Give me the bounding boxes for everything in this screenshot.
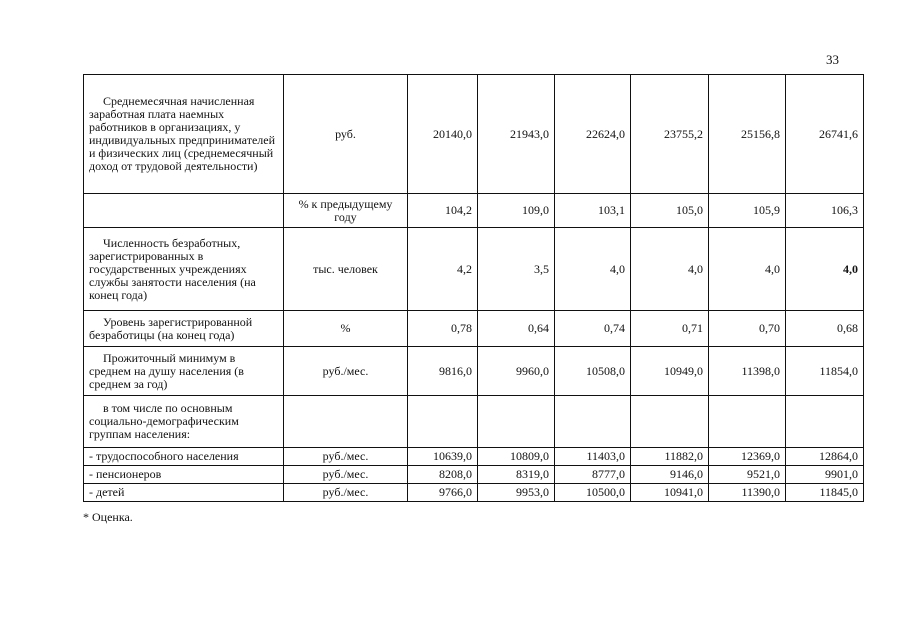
row-unit: руб./мес. xyxy=(284,466,408,484)
table-cell: 11403,0 xyxy=(555,448,631,466)
table-row xyxy=(84,311,864,347)
table-cell: 9960,0 xyxy=(478,347,555,396)
table-cell: 105,9 xyxy=(709,194,786,228)
table-cell: 20140,0 xyxy=(408,75,478,194)
table-cell: 10941,0 xyxy=(631,484,709,502)
table-cell: 10500,0 xyxy=(555,484,631,502)
table-row xyxy=(84,466,864,484)
table-cell: 26741,6 xyxy=(786,75,864,194)
table-cell: 8208,0 xyxy=(408,466,478,484)
table-cell: 8777,0 xyxy=(555,466,631,484)
table-cell: 9521,0 xyxy=(709,466,786,484)
row-label: Среднемесячная начисленная заработная плата наемных работников в организациях, у индивидуальных предпринимателей и физических лиц (среднемесячный доход от трудовой деятельности) xyxy=(84,75,284,194)
table-cell: 25156,8 xyxy=(709,75,786,194)
table-cell: 8319,0 xyxy=(478,466,555,484)
row-label: в том числе по основным социально-демографическим группам населения: xyxy=(84,396,284,448)
table-cell: 9953,0 xyxy=(478,484,555,502)
table-row xyxy=(84,484,864,502)
row-label: - пенсионеров xyxy=(84,466,284,484)
row-label: - детей xyxy=(84,484,284,502)
table-cell xyxy=(631,396,709,448)
statistics-table xyxy=(83,74,864,502)
table-cell: 9901,0 xyxy=(786,466,864,484)
row-unit: % xyxy=(284,311,408,347)
table-cell xyxy=(478,396,555,448)
row-unit: % к предыдущему году xyxy=(284,194,408,228)
row-label: - трудоспособного населения xyxy=(84,448,284,466)
table-cell: 4,0 xyxy=(709,228,786,311)
table-row xyxy=(84,228,864,311)
table-cell: 0,64 xyxy=(478,311,555,347)
table-cell: 106,3 xyxy=(786,194,864,228)
table-row xyxy=(84,347,864,396)
table-cell: 105,0 xyxy=(631,194,709,228)
table-cell xyxy=(786,396,864,448)
table-cell: 11390,0 xyxy=(709,484,786,502)
table-cell: 9816,0 xyxy=(408,347,478,396)
table-row xyxy=(84,396,864,448)
row-label: Уровень зарегистрированной безработицы (на конец года) xyxy=(84,311,284,347)
row-unit: руб./мес. xyxy=(284,448,408,466)
table-cell: 0,74 xyxy=(555,311,631,347)
row-label: Прожиточный минимум в среднем на душу населения (в среднем за год) xyxy=(84,347,284,396)
table-cell: 104,2 xyxy=(408,194,478,228)
row-label: Численность безработных, зарегистрированных в государственных учреждениях службы занятости населения (на конец года) xyxy=(84,228,284,311)
row-unit xyxy=(284,396,408,448)
table-row xyxy=(84,448,864,466)
table-cell xyxy=(709,396,786,448)
table-row xyxy=(84,194,864,228)
table-cell: 12369,0 xyxy=(709,448,786,466)
table-cell: 23755,2 xyxy=(631,75,709,194)
row-unit: руб. xyxy=(284,75,408,194)
table-cell: 10949,0 xyxy=(631,347,709,396)
table-cell: 3,5 xyxy=(478,228,555,311)
table-cell: 0,68 xyxy=(786,311,864,347)
row-label xyxy=(84,194,284,228)
table-cell: 12864,0 xyxy=(786,448,864,466)
page-number: 33 xyxy=(826,52,839,67)
table-cell: 11854,0 xyxy=(786,347,864,396)
table-cell: 10639,0 xyxy=(408,448,478,466)
table-cell: 4,0 xyxy=(631,228,709,311)
table-cell: 10809,0 xyxy=(478,448,555,466)
table-cell xyxy=(555,396,631,448)
table-cell: 9766,0 xyxy=(408,484,478,502)
table-cell: 21943,0 xyxy=(478,75,555,194)
table-row xyxy=(84,75,864,194)
table-cell: 11882,0 xyxy=(631,448,709,466)
table-cell: 103,1 xyxy=(555,194,631,228)
table-cell: 0,71 xyxy=(631,311,709,347)
table-cell: 9146,0 xyxy=(631,466,709,484)
table-cell xyxy=(408,396,478,448)
table-cell: 4,2 xyxy=(408,228,478,311)
table-cell: 10508,0 xyxy=(555,347,631,396)
row-unit: руб./мес. xyxy=(284,484,408,502)
row-unit: тыс. человек xyxy=(284,228,408,311)
table-cell: 4,0 xyxy=(555,228,631,311)
footnote: * Оценка. xyxy=(83,510,133,524)
table-cell: 22624,0 xyxy=(555,75,631,194)
row-unit: руб./мес. xyxy=(284,347,408,396)
table-cell: 0,78 xyxy=(408,311,478,347)
table-cell: 109,0 xyxy=(478,194,555,228)
table-cell: 11398,0 xyxy=(709,347,786,396)
table-cell: 0,70 xyxy=(709,311,786,347)
table-cell: 4,0 xyxy=(786,228,864,311)
table-cell: 11845,0 xyxy=(786,484,864,502)
